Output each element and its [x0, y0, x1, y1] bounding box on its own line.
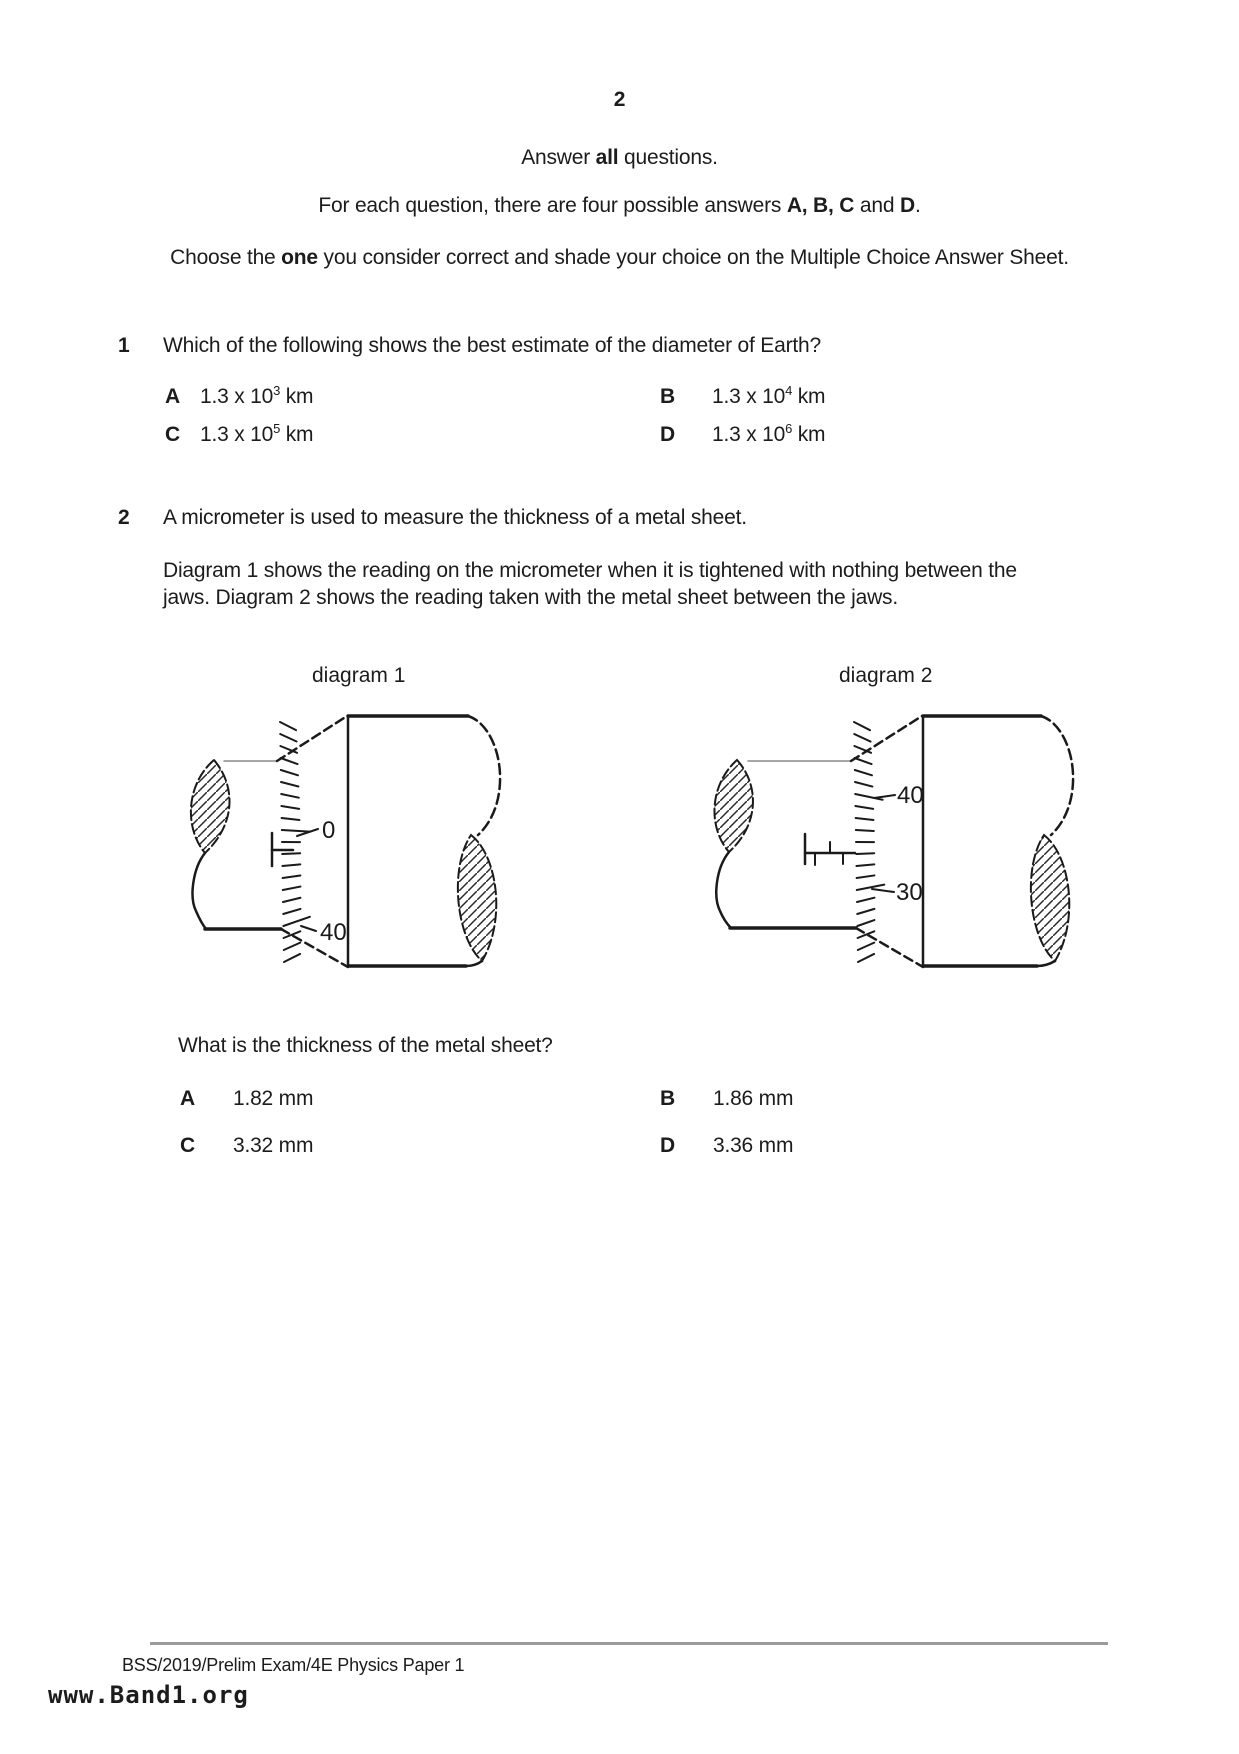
d1-scale-label-40: 40: [320, 919, 347, 946]
q1-option-a: A 1.3 x $10^3$ km: [165, 383, 314, 408]
d1-label-40-pointer: [301, 926, 316, 931]
q2-paragraph: [163, 557, 1017, 611]
d2-thimble-lower-corner: [1037, 961, 1055, 966]
d2-scale-label-30: 30: [896, 879, 923, 906]
d1-frame-section-left: [191, 760, 230, 853]
q2-paragraph-line-1: Diagram 1 shows the reading on the micrometer when it is tightened with nothing between the: [163, 559, 1017, 582]
d1-bevel-top-edge: [277, 716, 347, 761]
d1-frame: [191, 760, 281, 929]
q1-text: Which of the following shows the best estimate of the diameter of Earth?: [163, 334, 821, 357]
q2-option-b: B 1.86 mm: [660, 1087, 794, 1110]
d2-thimble-right-edge: [1041, 716, 1073, 835]
q2-option-c: C 3.32 mm: [180, 1134, 314, 1157]
q1-number: 1: [118, 334, 130, 357]
q1-option-d: D 1.3 x $10^6$ km: [660, 421, 826, 446]
d2-frame-section-left: [714, 760, 752, 852]
q1-option-b-value: 1.3 x $10^4$ km: [711, 383, 826, 408]
doc-reference: BSS/2019/Prelim Exam/4E Physics Paper 1: [122, 1655, 465, 1675]
d2-main-scale: [805, 834, 855, 865]
d2-frame-section-right: [1031, 835, 1069, 961]
watermark: www.Band1.org: [48, 1681, 249, 1709]
q2-paragraph-line-2: jaws. Diagram 2 shows the reading taken with the metal sheet between the jaws.: [163, 586, 898, 609]
q2-text: A micrometer is used to measure the thickness of a metal sheet.: [163, 506, 747, 529]
q1-option-b: B 1.3 x $10^4$ km: [660, 383, 826, 408]
instruction-line-3: Choose the one you consider correct and shade your choice on the Multiple Choice Answer Sheet.: [170, 246, 1069, 269]
d2-scale-labels: [872, 782, 924, 906]
d2-label-30-pointer: [872, 889, 894, 892]
q2-sub-question: What is the thickness of the metal sheet?: [178, 1034, 553, 1057]
q1-option-c-value: 1.3 x $10^5$ km: [199, 421, 314, 446]
q2-option-a: A 1.82 mm: [180, 1087, 314, 1110]
d2-thimble: [851, 716, 1073, 967]
micrometer-diagram-2: [705, 708, 1085, 974]
d2-label-40-pointer: [874, 795, 895, 798]
d1-thimble-right-edge: [468, 716, 500, 835]
q1-option-c: C 1.3 x $10^5$ km: [165, 421, 314, 446]
q2-option-c-value: 3.32 mm: [232, 1134, 314, 1157]
d2-frame-outline: [716, 852, 731, 928]
page-number: 2: [613, 88, 626, 111]
instruction-line-2: For each question, there are four possible answers A, B, C and D.: [318, 194, 921, 217]
q2-option-a-value: 1.82 mm: [232, 1087, 314, 1110]
q1-option-d-value: 1.3 x $10^6$ km: [711, 421, 826, 446]
d1-frame-outline: [193, 853, 206, 929]
d1-scale-label-0: 0: [322, 817, 336, 844]
d1-label-0-pointer: [297, 829, 318, 836]
d1-thimble-lower-corner: [466, 961, 482, 966]
d1-datum-line: [272, 833, 293, 866]
micrometer-diagram-1: [180, 708, 510, 974]
d2-thimble-scale-ticks: [854, 722, 884, 962]
d2-scale-label-40: 40: [897, 782, 924, 809]
q2-number: 2: [118, 506, 130, 529]
footer-rule: [150, 1642, 1108, 1645]
instruction-line-1: Answer all questions.: [521, 146, 718, 169]
q2-option-d-value: 3.36 mm: [712, 1134, 794, 1157]
q2-option-b-value: 1.86 mm: [712, 1087, 794, 1110]
d1-thimble-scale-ticks: [280, 722, 310, 962]
d1-scale-labels: [297, 817, 347, 946]
d2-frame: [714, 760, 856, 928]
diagram-1-label: diagram 1: [312, 664, 406, 687]
q1-option-a-value: 1.3 x $10^3$ km: [199, 383, 314, 408]
diagram-2-label: diagram 2: [839, 664, 933, 687]
q2-option-d: D 3.36 mm: [660, 1134, 794, 1157]
d1-frame-section-right: [458, 835, 496, 961]
